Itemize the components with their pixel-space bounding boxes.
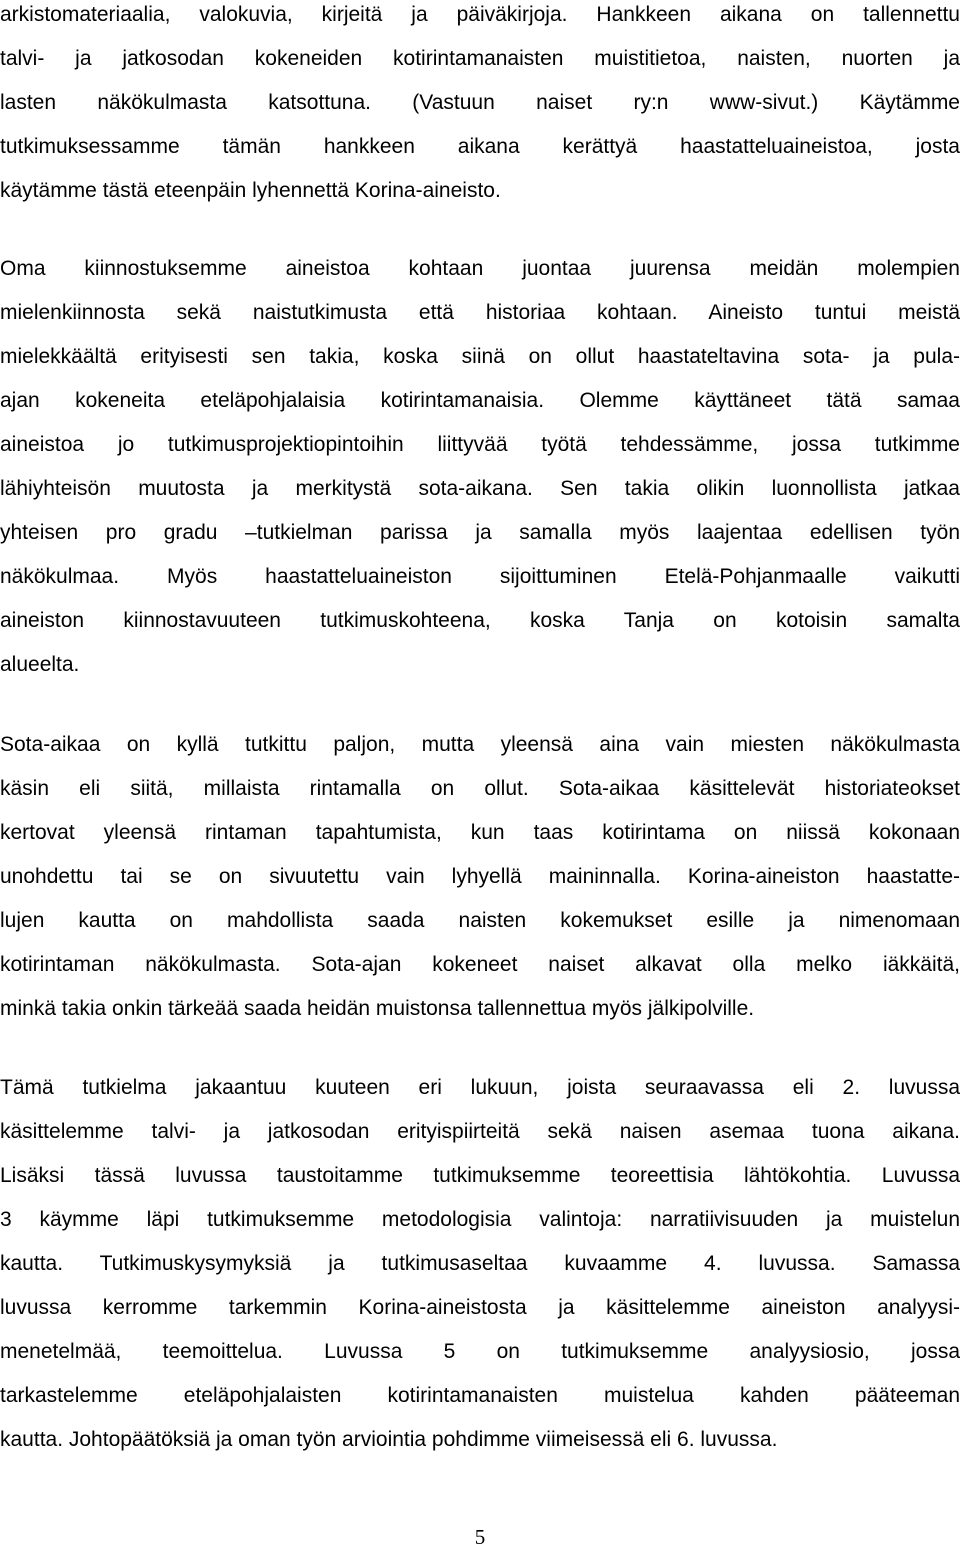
text-line: Oma kiinnostuksemme aineistoa kohtaan juontaa juurensa meidän molempien bbox=[0, 257, 960, 280]
text-line: käsin eli siitä, millaista rintamalla on ollut. Sota-aikaa käsittelevät historiateokset bbox=[0, 777, 960, 800]
text-line: 3 käymme läpi tutkimuksemme metodologisia valintoja: narratiivisuuden ja muistelun bbox=[0, 1208, 960, 1231]
text-line: mielekkäältä erityisesti sen takia, koska siinä on ollut haastateltavina sota- ja pula- bbox=[0, 345, 960, 368]
text-line: lasten näkökulmasta katsottuna. (Vastuun naiset ry:n www-sivut.) Käytämme bbox=[0, 91, 960, 114]
text-line: tarkastelemme eteläpohjalaisten kotirintamanaisten muistelua kahden pääteeman bbox=[0, 1384, 960, 1407]
text-line: lähiyhteisön muutosta ja merkitystä sota-aikana. Sen takia olikin luonnollista jatkaa bbox=[0, 477, 960, 500]
text-line: aineiston kiinnostavuuteen tutkimuskohteena, koska Tanja on kotoisin samalta bbox=[0, 609, 960, 632]
text-line: arkistomateriaalia, valokuvia, kirjeitä ja päiväkirjoja. Hankkeen aikana on tallennettu bbox=[0, 3, 960, 26]
text-line: luvussa kerromme tarkemmin Korina-aineistosta ja käsittelemme aineiston analyysi- bbox=[0, 1296, 960, 1319]
text-line: talvi- ja jatkosodan kokeneiden kotirintamanaisten muistitietoa, naisten, nuorten ja bbox=[0, 47, 960, 70]
text-line: käsittelemme talvi- ja jatkosodan erityispiirteitä sekä naisen asemaa tuona aikana. bbox=[0, 1120, 960, 1143]
text-line: unohdettu tai se on sivuutettu vain lyhyellä maininnalla. Korina-aineiston haastatte- bbox=[0, 865, 960, 888]
text-line: kautta. Tutkimuskysymyksiä ja tutkimusaseltaa kuvaamme 4. luvussa. Samassa bbox=[0, 1252, 960, 1275]
text-line: ajan kokeneita eteläpohjalaisia kotirintamanaisia. Olemme käyttäneet tätä samaa bbox=[0, 389, 960, 412]
text-line: näkökulmaa. Myös haastatteluaineiston sijoittuminen Etelä-Pohjanmaalle vaikutti bbox=[0, 565, 960, 588]
text-line: aineistoa jo tutkimusprojektiopintoihin liittyvää työtä tehdessämme, jossa tutkimme bbox=[0, 433, 960, 456]
text-line: alueelta. bbox=[0, 653, 80, 676]
text-line: Lisäksi tässä luvussa taustoitamme tutkimuksemme teoreettisia lähtökohtia. Luvussa bbox=[0, 1164, 960, 1187]
text-line: kotirintaman näkökulmasta. Sota-ajan kokeneet naiset alkavat olla melko iäkkäitä, bbox=[0, 953, 960, 976]
text-line: yhteisen pro gradu –tutkielman parissa ja samalla myös laajentaa edellisen työn bbox=[0, 521, 960, 544]
text-line: tutkimuksessamme tämän hankkeen aikana kerättyä haastatteluaineistoa, josta bbox=[0, 135, 960, 158]
page-number: 5 bbox=[474, 1525, 486, 1549]
text-line: minkä takia onkin tärkeää saada heidän muistonsa tallennettua myös jälkipolville. bbox=[0, 997, 755, 1020]
text-line: mielenkiinnosta sekä naistutkimusta että historiaa kohtaan. Aineisto tuntui meistä bbox=[0, 301, 960, 324]
text-line: lujen kautta on mahdollista saada naisten kokemukset esille ja nimenomaan bbox=[0, 909, 960, 932]
text-line: kautta. Johtopäätöksiä ja oman työn arviointia pohdimme viimeisessä eli 6. luvussa. bbox=[0, 1428, 778, 1451]
text-line: Sota-aikaa on kyllä tutkittu paljon, mutta yleensä aina vain miesten näkökulmasta bbox=[0, 733, 960, 756]
text-line: menetelmää, teemoittelua. Luvussa 5 on tutkimuksemme analyysiosio, jossa bbox=[0, 1340, 960, 1363]
text-line: Tämä tutkielma jakaantuu kuuteen eri lukuun, joista seuraavassa eli 2. luvussa bbox=[0, 1076, 960, 1099]
text-line: kertovat yleensä rintaman tapahtumista, kun taas kotirintama on niissä kokonaan bbox=[0, 821, 960, 844]
text-line: käytämme tästä eteenpäin lyhennettä Korina-aineisto. bbox=[0, 179, 501, 202]
